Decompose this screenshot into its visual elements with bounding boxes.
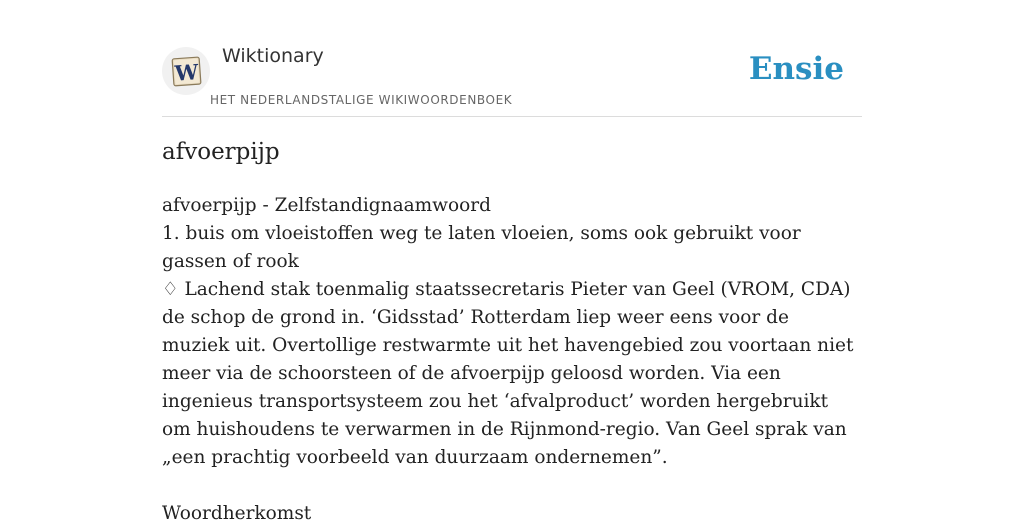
word-class-line: afvoerpijp - Zelfstandignaamwoord	[162, 195, 491, 216]
svg-text:W: W	[173, 59, 200, 86]
entry-content	[162, 192, 862, 528]
site-name-link[interactable]: Wiktionary	[222, 45, 324, 67]
site-tagline: HET NEDERLANDSTALIGE WIKIWOORDENBOEK	[210, 93, 513, 107]
wiktionary-logo-icon[interactable]	[162, 47, 210, 95]
site-header	[162, 40, 862, 117]
spacer	[162, 472, 862, 500]
example-quote: ♢ Lachend stak toenmalig staatssecretaris Pieter van Geel (VROM, CDA) de schop de grond in. ‘Gidsstad’ Rotterdam liep weer eens voor de muziek uit. Overtollige restwarmte uit het havengebied zou voortaan niet meer via de schoorsteen of de afvoerpijp geloosd worden. Via een ingenieus transportsysteem zou het ‘afvalproduct’ worden hergebruikt om huishoudens te verwarmen in de Rijnmond-regio. Van Geel sprak van „een prachtig voorbeeld van duurzaam ondernemen”.	[162, 279, 854, 468]
page-title: afvoerpijp	[162, 139, 280, 165]
w-tile-icon	[162, 47, 210, 95]
ensie-brand-link[interactable]: Ensie	[748, 51, 844, 87]
definition: 1. buis om vloeistoffen weg te laten vloeien, soms ook gebruikt voor gassen of rook	[162, 223, 801, 272]
etymology-heading: Woordherkomst	[162, 503, 312, 524]
